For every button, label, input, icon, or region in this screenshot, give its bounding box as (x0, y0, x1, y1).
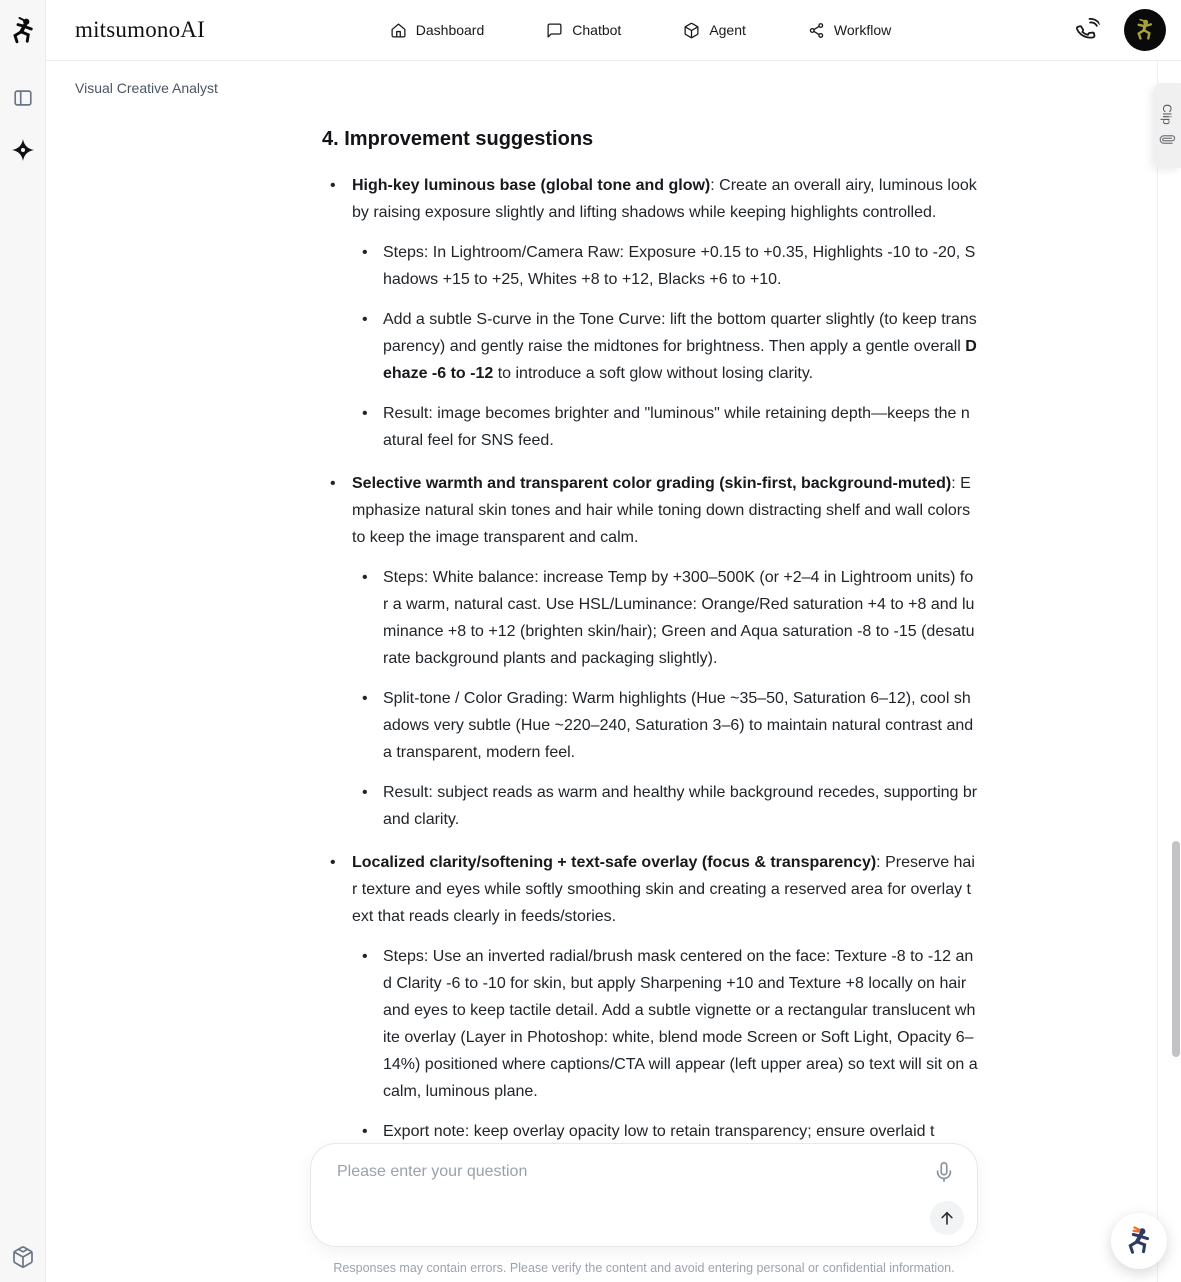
nav-item-workflow[interactable] (808, 22, 891, 39)
paperclip-icon (1156, 129, 1177, 150)
suggestion-sublist (352, 239, 978, 454)
nav-label: Agent (709, 22, 746, 38)
suggestion-item (322, 172, 978, 454)
home-icon (390, 22, 407, 39)
text: Result: subject reads as warm and healthy while background recedes, supporting brand clarity. (383, 784, 978, 828)
cube-icon (683, 22, 700, 39)
text: : Emphasize natural skin tones and hair while toning down distracting shelf and wall colors to keep the image transparent and calm. (352, 475, 971, 546)
right-rail (1157, 61, 1181, 1282)
suggestion-subitem (352, 779, 978, 833)
sparkle-icon[interactable] (10, 137, 36, 163)
disclaimer-text: Responses may contain errors. Please verify the content and avoid entering personal or confidential information. (333, 1261, 955, 1275)
suggestion-lead (352, 849, 978, 930)
brand-logo[interactable] (0, 0, 45, 61)
send-button[interactable] (930, 1201, 964, 1235)
phone-call-icon[interactable] (1076, 17, 1102, 43)
nav-label: Workflow (833, 22, 892, 38)
text: Result: image becomes brighter and "luminous" while retaining depth—keeps the natural feel for SNS feed. (383, 405, 970, 449)
message-list (322, 172, 978, 1145)
question-input[interactable] (311, 1144, 977, 1246)
text: Steps: Use an inverted radial/brush mask centered on the face: Texture -8 to -12 and Clarity -6 to -10 for skin, but apply Sharpening +10 and Texture +8 locally on hair and eyes to keep tactile detail. Add a subtle vignette or a rectangular translucent white overlay (Layer in Photoshop: white, blend mode Screen or Soft Light, Opacity 6–14%) positioned where captions/CTA will appear (left upper area) so text will sit on a calm, luminous plane. (383, 948, 978, 1100)
brand-name: mitsumonoAI (75, 17, 205, 42)
bold-text: Localized clarity/softening + text-safe overlay (focus & transparency) (352, 854, 877, 871)
suggestion-sublist (352, 943, 978, 1145)
arrow-up-icon (938, 1209, 956, 1227)
clip-tab-label: Clip (1160, 104, 1174, 125)
main-nav (205, 22, 1076, 39)
ninja-mascot-icon (1123, 1225, 1155, 1257)
suggestion-item (322, 849, 978, 1145)
suggestion-subitem (352, 239, 978, 293)
text: Export note: keep overlay opacity low to retain transparency; ensure overlaid t (383, 1123, 935, 1140)
text: : Create an overall airy, luminous look by raising exposure slightly and lifting shadows while keeping highlights controlled. (352, 177, 977, 221)
clip-tab[interactable] (1153, 83, 1181, 168)
assistant-float-button[interactable] (1111, 1213, 1167, 1269)
suggestion-subitem (352, 1118, 978, 1145)
avatar[interactable] (1124, 9, 1166, 51)
bold-text: Dehaze -6 to -12 (383, 338, 977, 382)
chat-bubble-icon (546, 22, 563, 39)
share-network-icon (808, 22, 825, 39)
text: : Preserve hair texture and eyes while softly smoothing skin and creating a reserved area for overlay text that reads clearly in feeds/stories. (352, 854, 975, 925)
sandbox-cube-icon[interactable] (10, 1244, 36, 1270)
text: Steps: In Lightroom/Camera Raw: Exposure +0.15 to +0.35, Highlights -10 to -20, Shadows +15 to +25, Whites +8 to +12, Blacks +6 to +10. (383, 244, 976, 288)
microphone-icon[interactable] (932, 1160, 956, 1184)
text: Split-tone / Color Grading: Warm highlights (Hue ~35–50, Saturation 6–12), cool shadows very subtle (Hue ~220–240, Saturation 3–6) to maintain natural contrast and a transparent, modern feel. (383, 690, 974, 761)
header-right-cluster (1076, 9, 1166, 51)
suggestion-subitem (352, 400, 978, 454)
left-sidebar (0, 0, 46, 1282)
text: Add a subtle S-curve in the Tone Curve: lift the bottom quarter slightly (to keep transparency) and gently raise the midtones for brightness. Then apply a gentle overall (383, 311, 977, 355)
suggestion-lead (352, 172, 978, 226)
suggestion-subitem (352, 306, 978, 387)
scrollbar-thumb[interactable] (1172, 841, 1180, 1057)
avatar-ninja-icon (1132, 17, 1158, 43)
message-heading: 4. Improvement suggestions (322, 128, 594, 150)
bold-text: Selective warmth and transparent color grading (skin-first, background-muted) (352, 475, 952, 492)
suggestion-lead (352, 470, 978, 551)
nav-label: Dashboard (415, 22, 485, 38)
nav-item-dashboard[interactable] (390, 22, 485, 39)
ninja-logo-icon (8, 14, 38, 48)
text: to introduce a soft glow without losing clarity. (493, 365, 814, 382)
bold-text: High-key luminous base (global tone and glow) (352, 177, 711, 194)
suggestion-subitem (352, 943, 978, 1105)
nav-item-agent[interactable] (683, 22, 746, 39)
top-header (46, 0, 1181, 61)
suggestion-subitem (352, 564, 978, 672)
assistant-message (322, 61, 978, 1282)
suggestion-sublist (352, 564, 978, 833)
nav-item-chatbot[interactable] (546, 22, 621, 39)
page-title: Visual Creative Analyst (75, 80, 218, 96)
chat-input-container (310, 1143, 978, 1247)
suggestion-item (322, 470, 978, 833)
nav-label: Chatbot (572, 22, 622, 38)
panel-toggle-icon[interactable] (10, 85, 36, 111)
text: Steps: White balance: increase Temp by +300–500K (or +2–4 in Lightroom units) for a warm, natural cast. Use HSL/Luminance: Orange/Red saturation +4 to +8 and luminance +8 to +12 (brighten skin/hair); Green and Aqua saturation -8 to -15 (desaturate background plants and packaging slightly). (383, 569, 975, 667)
chat-content-area (46, 61, 1181, 1282)
suggestion-subitem (352, 685, 978, 766)
